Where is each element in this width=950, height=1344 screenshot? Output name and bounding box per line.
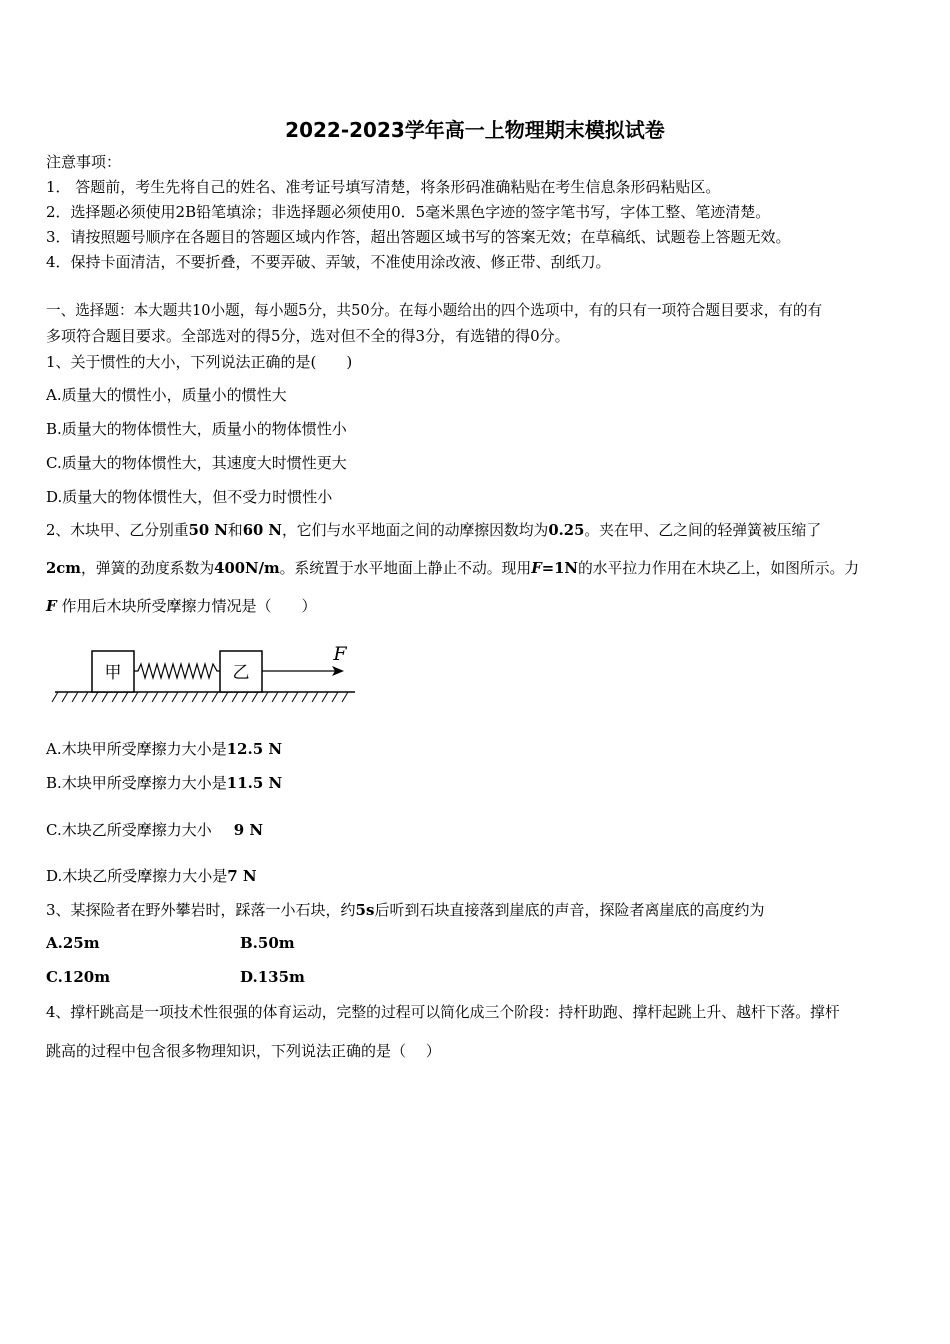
question-1-option-c: C.质量大的物体惯性大，其速度大时惯性更大 — [46, 454, 347, 472]
weight-b: 60 N — [242, 522, 282, 539]
option-value: 12.5 N — [226, 740, 283, 758]
spring-constant: 400N/m — [214, 560, 280, 577]
block-jia-label: 甲 — [104, 663, 122, 683]
stem-text: ，弹簧的劲度系数为 — [80, 560, 215, 577]
question-1-option-d: D.质量大的物体惯性大，但不受力时惯性小 — [46, 488, 333, 506]
stem-text: 2、木块甲、乙分别重 — [46, 522, 189, 539]
spring-blocks-figure — [50, 640, 360, 710]
notice-item-1: 1． 答题前，考生先将自己的姓名、准考证号填写清楚，将条形码准确粘贴在考生信息条形码粘贴区。 — [46, 178, 721, 196]
block-yi-label: 乙 — [232, 663, 250, 683]
question-2-stem-line-1 — [46, 521, 821, 541]
question-2-stem-line-3 — [46, 596, 316, 616]
page-title: 2022-2023学年高一上物理期末模拟试卷 — [285, 118, 665, 142]
question-2-option-b — [46, 773, 282, 793]
force-value: =1N — [541, 560, 578, 577]
notice-item-3: 3．请按照题号顺序在各题目的答题区域内作答，超出答题区域书写的答案无效；在草稿纸、试题卷上答题无效。 — [46, 228, 791, 246]
ground-hatching — [52, 692, 348, 702]
question-2-stem-line-2 — [46, 559, 859, 579]
section-instructions-line-2: 多项符合题目要求。全部选对的得5分，选对但不全的得3分，有选错的得0分。 — [46, 327, 570, 345]
time-value: 5s — [355, 901, 375, 919]
question-3-option-c: C.120m — [46, 968, 111, 986]
question-2-option-d — [46, 866, 257, 886]
section-instructions-line-1: 一、选择题：本大题共10小题，每小题5分，共50分。在每小题给出的四个选项中，有的只有一项符合题目要求，有的有 — [46, 302, 823, 319]
question-2-option-a — [46, 739, 282, 759]
question-3-option-b: B.50m — [240, 934, 295, 952]
stem-text: 。夹在甲、乙之间的轻弹簧被压缩了 — [584, 522, 822, 539]
stem-text: 的水平拉力作用在木块乙上，如图所示。力 — [577, 560, 860, 577]
force-label: F — [333, 643, 347, 665]
question-1-option-a: A.质量大的惯性小，质量小的惯性大 — [46, 386, 287, 404]
question-2-option-c — [46, 820, 263, 840]
stem-text: 。系统置于水平地面上静止不动。现用 — [279, 560, 532, 577]
option-label: A.木块甲所受摩擦力大小是 — [46, 740, 227, 758]
notice-heading: 注意事项： — [46, 153, 122, 171]
stem-text: 和 — [227, 522, 243, 539]
spring — [134, 664, 220, 678]
option-value: 11.5 N — [226, 774, 283, 792]
notice-item-2: 2．选择题必须使用2B铅笔填涂；非选择题必须使用0．5毫米黑色字迹的签字笔书写，字体工整、笔迹清楚。 — [46, 203, 771, 221]
option-label: D.木块乙所受摩擦力大小是 — [46, 867, 228, 885]
force-symbol: F — [46, 597, 57, 615]
question-1-stem: 1、关于惯性的大小，下列说法正确的是( ) — [46, 353, 353, 371]
weight-a: 50 N — [188, 522, 228, 539]
force-symbol: F — [531, 560, 542, 577]
compression: 2cm — [46, 560, 81, 577]
question-3-stem — [46, 900, 764, 920]
notice-item-4: 4．保持卡面清洁，不要折叠，不要弄破、弄皱，不准使用涂改液、修正带、刮纸刀。 — [46, 253, 611, 271]
stem-text: ，它们与水平地面之间的动摩擦因数均为 — [281, 522, 549, 539]
stem-text: 作用后木块所受摩擦力情况是（ ） — [61, 597, 317, 615]
option-label: C.木块乙所受摩擦力大小 — [46, 821, 212, 839]
question-3-option-a: A.25m — [46, 934, 100, 952]
stem-text: 3、某探险者在野外攀岩时，踩落一小石块，约 — [46, 901, 356, 919]
stem-text: 后听到石块直接落到崖底的声音，探险者离崖底的高度约为 — [374, 901, 765, 919]
question-1-option-b: B.质量大的物体惯性大，质量小的物体惯性小 — [46, 420, 347, 438]
question-4-stem-line-2: 跳高的过程中包含很多物理知识，下列说法正确的是（ ） — [46, 1042, 441, 1060]
option-value: 9 N — [233, 821, 264, 839]
question-3-option-d: D.135m — [240, 968, 305, 986]
friction-coefficient: 0.25 — [548, 522, 585, 539]
question-4-stem-line-1: 4、撑杆跳高是一项技术性很强的体育运动，完整的过程可以简化成三个阶段：持杆助跑、撑杆起跳上升、越杆下落。撑杆 — [46, 1004, 840, 1021]
option-label: B.木块甲所受摩擦力大小是 — [46, 774, 227, 792]
option-value: 7 N — [227, 867, 257, 885]
